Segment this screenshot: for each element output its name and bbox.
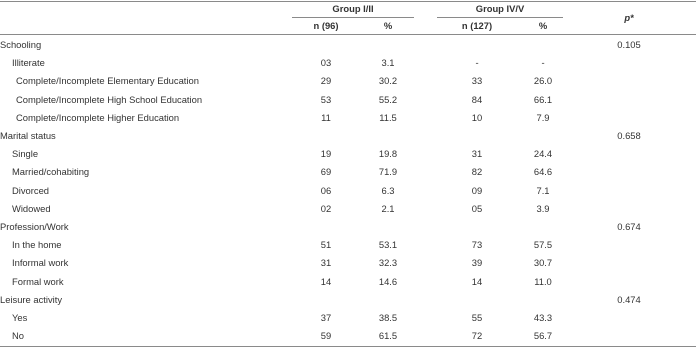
row-label: No xyxy=(12,330,24,342)
cell-pct1: 6.3 xyxy=(381,184,395,196)
cell-n2: 82 xyxy=(471,166,483,178)
cell-n2: 39 xyxy=(471,257,483,269)
row-label: Yes xyxy=(12,312,28,323)
cell-pct1: 38.5 xyxy=(378,312,398,323)
cell-pct2: 7.1 xyxy=(536,184,550,196)
section-label: Profession/Work xyxy=(0,221,69,232)
cell-n2: 31 xyxy=(471,148,483,160)
cell-pct1: 19.8 xyxy=(378,148,398,160)
row-label: Informal work xyxy=(12,257,69,269)
header-bottom-rule xyxy=(0,34,696,35)
cell-pct2: 30.7 xyxy=(533,257,553,269)
cell-n2: 05 xyxy=(471,202,483,214)
col-n-group2: n (127) xyxy=(461,20,493,31)
cell-pct1: 55.2 xyxy=(378,93,398,105)
row-label: In the home xyxy=(12,239,62,251)
row-label: Formal work xyxy=(12,275,64,287)
group1-header: Group I/II xyxy=(332,3,374,14)
cell-pct1: 2.1 xyxy=(381,202,395,214)
cell-n2: 73 xyxy=(471,239,483,251)
col-pct-group2: % xyxy=(538,20,548,31)
cell-n1: 69 xyxy=(320,166,332,178)
cell-n2: 55 xyxy=(471,312,483,323)
cell-p: 0.105 xyxy=(617,39,641,50)
cell-pct1: 61.5 xyxy=(378,330,398,342)
cell-pct1: 14.6 xyxy=(378,275,398,287)
row-label: Complete/Incomplete Higher Education xyxy=(16,111,180,123)
cell-n1: 51 xyxy=(320,239,332,251)
cell-n1: 59 xyxy=(320,330,332,342)
cell-n1: 29 xyxy=(320,75,332,87)
row-label: Married/cohabiting xyxy=(12,166,90,178)
row-label: Single xyxy=(12,148,39,160)
cell-n2: 14 xyxy=(471,275,483,287)
cell-n1: 31 xyxy=(320,257,332,269)
cell-pct1: 53.1 xyxy=(378,239,398,251)
cell-n2: 10 xyxy=(471,111,483,123)
cell-pct2: 26.0 xyxy=(533,75,553,87)
cell-pct2: - xyxy=(541,57,545,69)
cell-pct1: 71.9 xyxy=(378,166,398,178)
cell-pct2: 57.5 xyxy=(533,239,553,251)
cell-n2: 09 xyxy=(471,184,483,196)
cell-pct1: 11.5 xyxy=(379,111,397,123)
table-bottom-rule xyxy=(0,346,696,347)
cell-pct2: 24.4 xyxy=(533,148,553,160)
row-label: Widowed xyxy=(12,202,51,214)
cell-n1: 11 xyxy=(321,111,331,123)
cell-n1: 14 xyxy=(320,275,332,287)
section-label: Leisure activity xyxy=(0,293,63,305)
col-n-group1: n (96) xyxy=(313,20,339,31)
cell-n1: 06 xyxy=(320,184,332,196)
col-pct-group1: % xyxy=(383,20,393,31)
cell-pct2: 56.7 xyxy=(533,330,553,342)
cell-n2: 84 xyxy=(471,93,483,105)
cell-pct2: 66.1 xyxy=(533,93,553,105)
section-label: Schooling xyxy=(0,39,42,50)
cell-pct2: 64.6 xyxy=(533,166,553,178)
cell-n2: 33 xyxy=(471,75,483,87)
cell-pct2: 11.0 xyxy=(534,275,552,287)
row-label: Divorced xyxy=(12,184,49,196)
cell-p: 0.674 xyxy=(617,221,641,232)
group2-header: Group IV/V xyxy=(475,3,525,14)
cell-pct2: 3.9 xyxy=(536,202,550,214)
cell-n1: 37 xyxy=(320,312,332,323)
cell-p: 0.658 xyxy=(617,130,641,141)
cell-p: 0.474 xyxy=(617,293,641,305)
col-p-value: p* xyxy=(624,12,634,23)
cell-pct1: 30.2 xyxy=(378,75,398,87)
section-label: Marital status xyxy=(0,130,56,141)
cell-pct1: 3.1 xyxy=(381,57,395,69)
cell-n1: 19 xyxy=(320,148,332,160)
row-label: Illiterate xyxy=(12,57,45,69)
cell-pct1: 32.3 xyxy=(378,257,398,269)
row-label: Complete/Incomplete Elementary Education xyxy=(16,75,199,87)
cell-n2: - xyxy=(475,57,479,69)
cell-n1: 02 xyxy=(320,202,332,214)
cell-pct2: 7.9 xyxy=(536,111,550,123)
cell-pct2: 43.3 xyxy=(533,312,553,323)
cell-n2: 72 xyxy=(471,330,483,342)
cell-n1: 03 xyxy=(320,57,332,69)
row-label: Complete/Incomplete High School Education xyxy=(16,93,203,105)
cell-n1: 53 xyxy=(320,93,332,105)
